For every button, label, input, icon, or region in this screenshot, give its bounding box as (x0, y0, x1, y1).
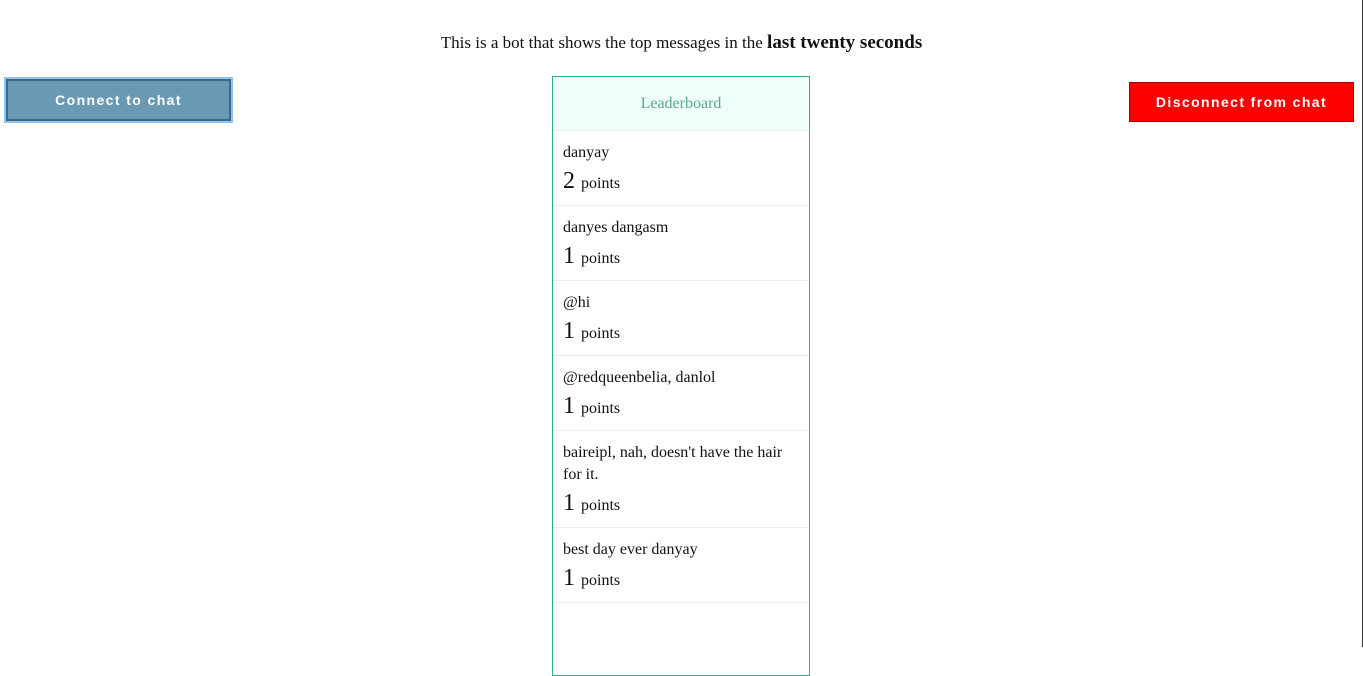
intro-line (0, 30, 1363, 56)
intro-emphasis: last twenty seconds (767, 32, 923, 53)
score-unit: points (581, 572, 621, 589)
intro-text: This is a bot that shows the top messages in the (440, 33, 768, 52)
leaderboard-panel[interactable] (552, 76, 810, 676)
leaderboard-score (563, 391, 799, 421)
leaderboard-message: @redqueenbelia, danlol (563, 369, 716, 386)
leaderboard-title: Leaderboard (553, 77, 809, 131)
score-count: 1 (563, 243, 575, 269)
leaderboard-message: baireipl, nah, doesn't have the hair for it. (563, 444, 783, 483)
leaderboard-item (553, 528, 809, 603)
leaderboard-score (563, 563, 799, 593)
leaderboard-message: best day ever danyay (563, 541, 698, 558)
leaderboard-item (553, 281, 809, 356)
score-unit: points (581, 497, 621, 514)
leaderboard-item (553, 431, 809, 528)
score-unit: points (581, 325, 621, 342)
leaderboard-score (563, 241, 799, 271)
score-count: 1 (563, 318, 575, 344)
score-unit: points (581, 250, 621, 267)
connect-button[interactable]: Connect to chat (6, 79, 231, 121)
leaderboard-item (553, 131, 809, 206)
leaderboard-score (563, 316, 799, 346)
score-count: 1 (563, 565, 575, 591)
leaderboard-score (563, 488, 799, 518)
leaderboard-score (563, 166, 799, 196)
score-unit: points (581, 175, 621, 192)
leaderboard-item (553, 356, 809, 431)
disconnect-button[interactable]: Disconnect from chat (1129, 82, 1354, 122)
leaderboard-item (553, 206, 809, 281)
leaderboard-message: danyay (563, 144, 610, 161)
leaderboard-message: @hi (563, 294, 591, 311)
score-unit: points (581, 400, 621, 417)
leaderboard-message: danyes dangasm (563, 219, 669, 236)
score-count: 1 (563, 393, 575, 419)
score-count: 1 (563, 490, 575, 516)
score-count: 2 (563, 168, 575, 194)
